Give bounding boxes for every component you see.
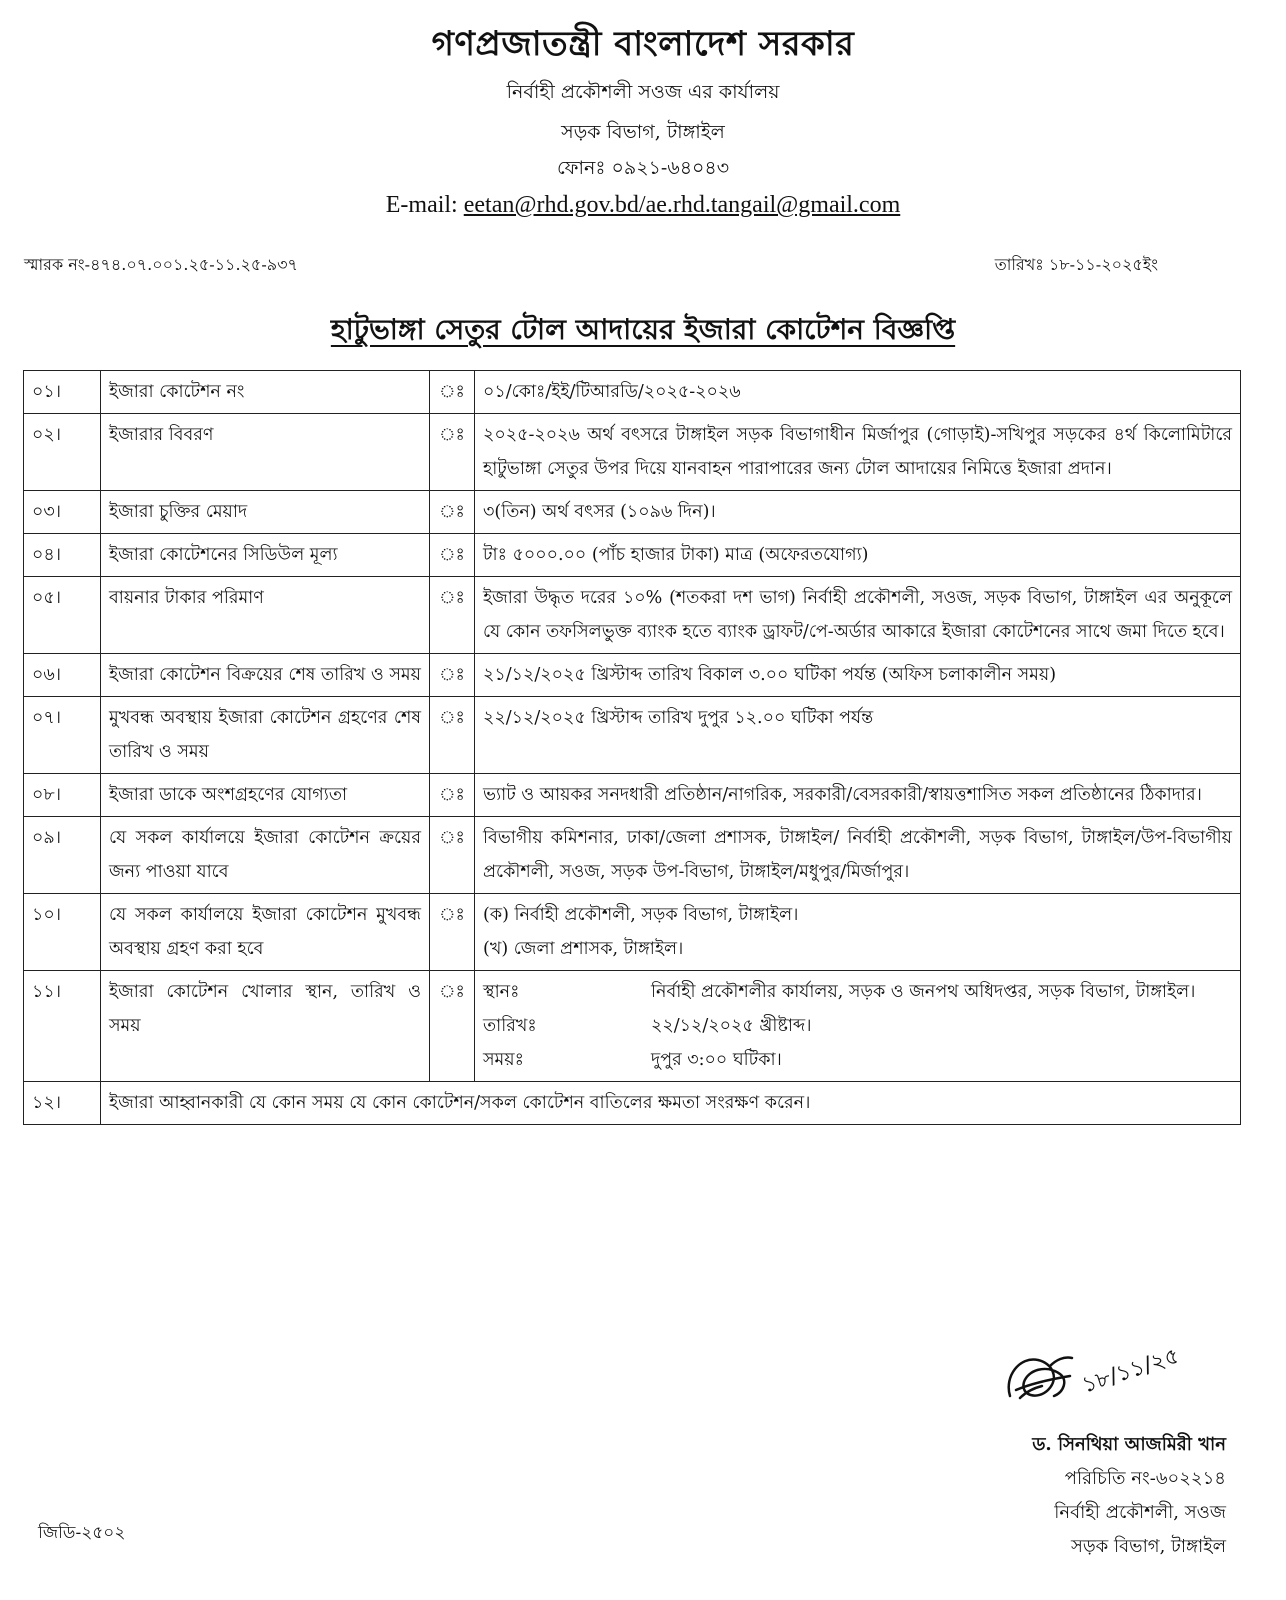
serial-cell: ০১। [24, 371, 101, 414]
item-cell: যে সকল কার্যালয়ে ইজারা কোটেশন ক্রয়ের জন্য পাওয়া যাবে [101, 817, 430, 894]
table-row [24, 894, 1241, 971]
serial-cell: ১২। [24, 1082, 101, 1125]
table-row [24, 1082, 1241, 1125]
item-cell: বায়নার টাকার পরিমাণ [101, 577, 430, 654]
email-line [0, 192, 1286, 219]
table-row [24, 971, 1241, 1082]
serial-cell: ০২। [24, 414, 101, 491]
table-row [24, 577, 1241, 654]
detail-cell [475, 894, 1241, 971]
phone-number: ফোনঃ ০৯২১-৬৪০৪৩ [556, 157, 730, 179]
separator-cell: ঃ [430, 534, 475, 577]
signatory-office: সড়ক বিভাগ, টাঙ্গাইল [1070, 1536, 1226, 1557]
opening-date-row [483, 1009, 1232, 1043]
email-link[interactable]: eetan@rhd.gov.bd/ae.rhd.tangail@gmail.com [463, 192, 901, 218]
gd-number: জিডি-২৫০২ [38, 1523, 126, 1543]
full-width-cell: ইজারা আহ্বানকারী যে কোন সময় যে কোন কোটেশন/সকল কোটেশন বাতিলের ক্ষমতা সংরক্ষণ করেন। [101, 1082, 1241, 1125]
serial-cell: ০৮। [24, 774, 101, 817]
separator-cell: ঃ [430, 654, 475, 697]
opening-place-row [483, 975, 1232, 1009]
serial-cell: ০৫। [24, 577, 101, 654]
detail-cell: ইজারা উদ্ধৃত দরের ১০% (শতকরা দশ ভাগ) নির্বাহী প্রকৌশলী, সওজ, সড়ক বিভাগ, টাঙ্গাইল এর অনুকূলে যে কোন তফসিলভুক্ত ব্যাংক হতে ব্যাংক ড্রাফট/পে-অর্ডার আকারে ইজারা কোটেশনের সাথে জমা দিতে হবে। [475, 577, 1241, 654]
detail-cell: ০১/কোঃ/ইই/টিআরডি/২০২৫-২০২৬ [475, 371, 1241, 414]
signature-date: ১৮/১১/২৫ [1079, 1343, 1183, 1399]
separator-cell: ঃ [430, 894, 475, 971]
item-cell: যে সকল কার্যালয়ে ইজারা কোটেশন মুখবন্ধ অবস্থায় গ্রহণ করা হবে [101, 894, 430, 971]
signatory-id: পরিচিতি নং-৬০২২১৪ [1064, 1468, 1226, 1489]
signatory-name: ড. সিনথিয়া আজমিরী খান [1032, 1434, 1226, 1455]
place-label: স্থানঃ [483, 982, 520, 1002]
table-row [24, 774, 1241, 817]
detail-line: (খ) জেলা প্রশাসক, টাঙ্গাইল। [483, 939, 684, 959]
date-value: ২২/১২/২০২৫ খ্রীষ্টাব্দ। [651, 1016, 812, 1036]
item-cell: ইজারা ডাকে অংশগ্রহণের যোগ্যতা [101, 774, 430, 817]
item-cell: ইজারার বিবরণ [101, 414, 430, 491]
notice-title [0, 308, 1286, 355]
detail-line: (ক) নির্বাহী প্রকৌশলী, সড়ক বিভাগ, টাঙ্গাইল। [483, 905, 799, 925]
government-title: গণপ্রজাতন্ত্রী বাংলাদেশ সরকার [431, 24, 855, 64]
item-cell: ইজারা কোটেশন বিক্রয়ের শেষ তারিখ ও সময় [101, 654, 430, 697]
table-row [24, 371, 1241, 414]
email-label: E-mail: [385, 192, 464, 218]
table-row [24, 697, 1241, 774]
office-name: নির্বাহী প্রকৌশলী সওজ এর কার্যালয় [506, 81, 780, 103]
serial-cell: ০৭। [24, 697, 101, 774]
separator-cell: ঃ [430, 697, 475, 774]
separator-cell: ঃ [430, 774, 475, 817]
separator-cell: ঃ [430, 414, 475, 491]
opening-time-row [483, 1043, 1232, 1077]
issue-date: তারিখঃ ১৮-১১-২০২৫ইং [994, 255, 1158, 274]
time-label: সময়ঃ [483, 1050, 524, 1070]
separator-cell: ঃ [430, 577, 475, 654]
table-row [24, 534, 1241, 577]
detail-cell: ভ্যাট ও আয়কর সনদধারী প্রতিষ্ঠান/নাগরিক, সরকারী/বেসরকারী/স্বায়ত্তশাসিত সকল প্রতিষ্ঠানের ঠিকাদার। [475, 774, 1241, 817]
separator-cell: ঃ [430, 971, 475, 1082]
table-row [24, 817, 1241, 894]
handwritten-signature [990, 1326, 1210, 1416]
item-cell: ইজারা কোটেশনের সিডিউল মূল্য [101, 534, 430, 577]
time-value: দুপুর ৩:০০ ঘটিকা। [651, 1050, 782, 1070]
item-cell: ইজারা কোটেশন খোলার স্থান, তারিখ ও সময় [101, 971, 430, 1082]
serial-cell: ০৯। [24, 817, 101, 894]
detail-cell: ৩(তিন) অর্থ বৎসর (১০৯৬ দিন)। [475, 491, 1241, 534]
detail-cell: ২০২৫-২০২৬ অর্থ বৎসরে টাঙ্গাইল সড়ক বিভাগাধীন মির্জাপুর (গোড়াই)-সখিপুর সড়কের ৪র্থ কিলোমিটারে হাটুভাঙ্গা সেতুর উপর দিয়ে যানবাহন পারাপারের জন্য টোল আদায়ের নিমিত্তে ইজারা প্রদান। [475, 414, 1241, 491]
signatory-designation: নির্বাহী প্রকৌশলী, সওজ [1054, 1502, 1226, 1523]
table-row [24, 654, 1241, 697]
serial-cell: ০৩। [24, 491, 101, 534]
separator-cell: ঃ [430, 371, 475, 414]
division-name: সড়ক বিভাগ, টাঙ্গাইল [561, 121, 725, 143]
detail-cell [475, 971, 1241, 1082]
separator-cell: ঃ [430, 491, 475, 534]
signature-block [1032, 1428, 1226, 1564]
serial-cell: ১১। [24, 971, 101, 1082]
detail-cell: ২১/১২/২০২৫ খ্রিস্টাব্দ তারিখ বিকাল ৩.০০ ঘটিকা পর্যন্ত (অফিস চলাকালীন সময়) [475, 654, 1241, 697]
table-row [24, 491, 1241, 534]
serial-cell: ১০। [24, 894, 101, 971]
detail-cell: টাঃ ৫০০০.০০ (পাঁচ হাজার টাকা) মাত্র (অফেরতযোগ্য) [475, 534, 1241, 577]
place-value: নির্বাহী প্রকৌশলীর কার্যালয়, সড়ক ও জনপথ অধিদপ্তর, সড়ক বিভাগ, টাঙ্গাইল। [651, 982, 1196, 1002]
table-row [24, 414, 1241, 491]
item-cell: ইজারা চুক্তির মেয়াদ [101, 491, 430, 534]
item-cell: মুখবন্ধ অবস্থায় ইজারা কোটেশন গ্রহণের শেষ তারিখ ও সময় [101, 697, 430, 774]
detail-cell: ২২/১২/২০২৫ খ্রিস্টাব্দ তারিখ দুপুর ১২.০০ ঘটিকা পর্যন্ত [475, 697, 1241, 774]
item-cell: ইজারা কোটেশন নং [101, 371, 430, 414]
quotation-table [23, 370, 1241, 1125]
separator-cell: ঃ [430, 817, 475, 894]
notice-title-text: হাটুভাঙ্গা সেতুর টোল আদায়ের ইজারা কোটেশন বিজ্ঞপ্তি [330, 313, 956, 346]
serial-cell: ০৬। [24, 654, 101, 697]
memo-number: স্মারক নং-৪৭৪.০৭.০০১.২৫-১১.২৫-৯৩৭ [24, 255, 298, 274]
serial-cell: ০৪। [24, 534, 101, 577]
date-label: তারিখঃ [483, 1016, 537, 1036]
detail-cell: বিভাগীয় কমিশনার, ঢাকা/জেলা প্রশাসক, টাঙ্গাইল/ নির্বাহী প্রকৌশলী, সড়ক বিভাগ, টাঙ্গাইল/উপ-বিভাগীয় প্রকৌশলী, সওজ, সড়ক উপ-বিভাগ, টাঙ্গাইল/মধুপুর/মির্জাপুর। [475, 817, 1241, 894]
